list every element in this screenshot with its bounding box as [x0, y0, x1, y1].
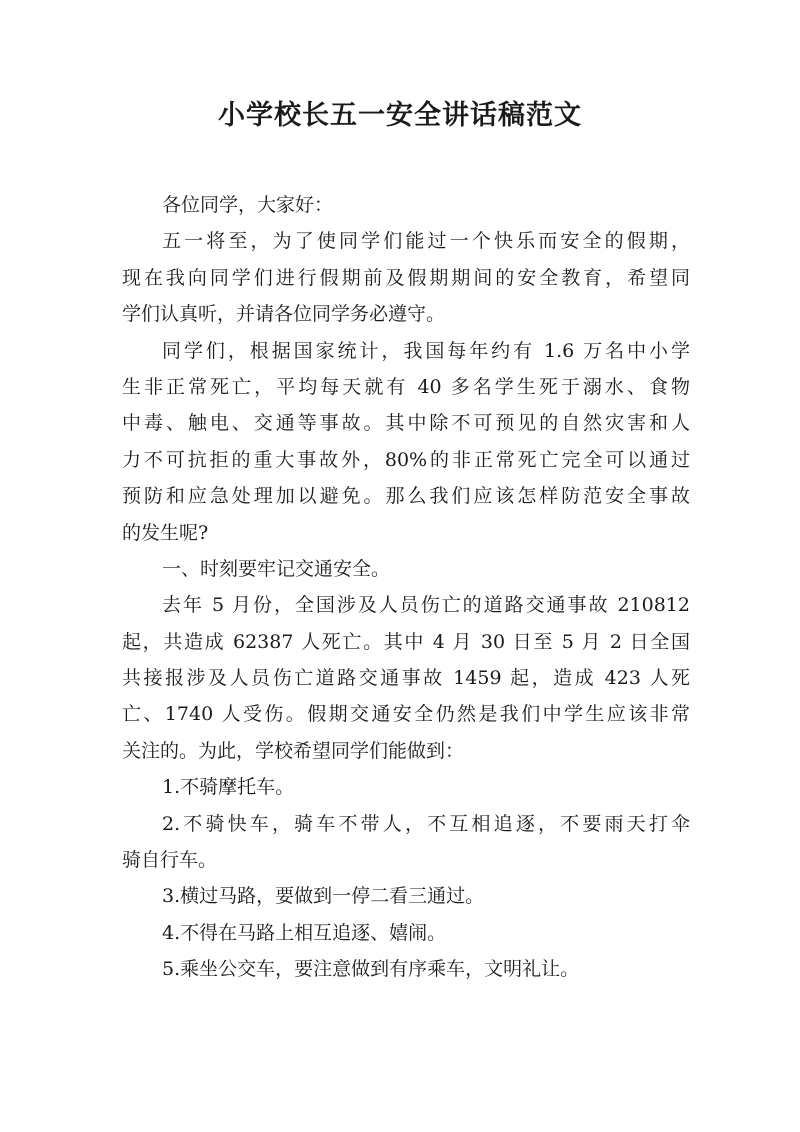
body-line: 2.不骑快车，骑车不带人，不互相追逐，不要雨天打伞 — [162, 812, 690, 835]
body-line: 中毒、触电、交通等事故。其中除不可预见的自然灾害和人 — [122, 412, 690, 435]
body-line: 3.横过马路，要做到一停二看三通过。 — [162, 885, 485, 908]
body-line: 同学们，根据国家统计，我国每年约有 1.6 万名中小学 — [162, 339, 690, 362]
body-line: 5.乘坐公交车，要注意做到有序乘车，文明礼让。 — [162, 958, 580, 981]
body-line: 1.不骑摩托车。 — [162, 776, 295, 799]
body-line: 力不可抗拒的重大事故外，80%的非正常死亡完全可以通过 — [122, 448, 690, 471]
body-line: 骑自行车。 — [122, 849, 218, 872]
body-line: 生非正常死亡，平均每天就有 40 多名学生死于溺水、食物 — [122, 375, 690, 398]
body-line: 起，共造成 62387 人死亡。其中 4 月 30 日至 5 月 2 日全国 — [122, 630, 690, 653]
body-line: 预防和应急处理加以避免。那么我们应该怎样防范安全事故 — [122, 485, 690, 508]
body-line: 去年 5 月份，全国涉及人员伤亡的道路交通事故 210812 — [162, 594, 690, 617]
body-line: 的发生呢? — [122, 521, 209, 544]
body-line: 4.不得在马路上相互追逐、嬉闹。 — [162, 921, 447, 944]
body-line: 一、时刻要牢记交通安全。 — [162, 557, 391, 580]
body-line: 学们认真听，并请各位同学务必遵守。 — [122, 303, 446, 326]
body-line: 现在我向同学们进行假期前及假期期间的安全教育，希望同 — [122, 266, 690, 289]
body-line: 共接报涉及人员伤亡道路交通事故 1459 起，造成 423 人死 — [122, 667, 690, 690]
document-body — [122, 187, 690, 988]
body-line: 关注的。为此，学校希望同学们能做到： — [122, 739, 465, 762]
body-line: 五一将至，为了使同学们能过一个快乐而安全的假期， — [162, 230, 690, 253]
body-line: 各位同学，大家好： — [162, 194, 334, 216]
body-line: 亡、1740 人受伤。假期交通安全仍然是我们中学生应该非常 — [122, 703, 690, 726]
document-title: 小学校长五一安全讲话稿范文 — [218, 100, 582, 131]
